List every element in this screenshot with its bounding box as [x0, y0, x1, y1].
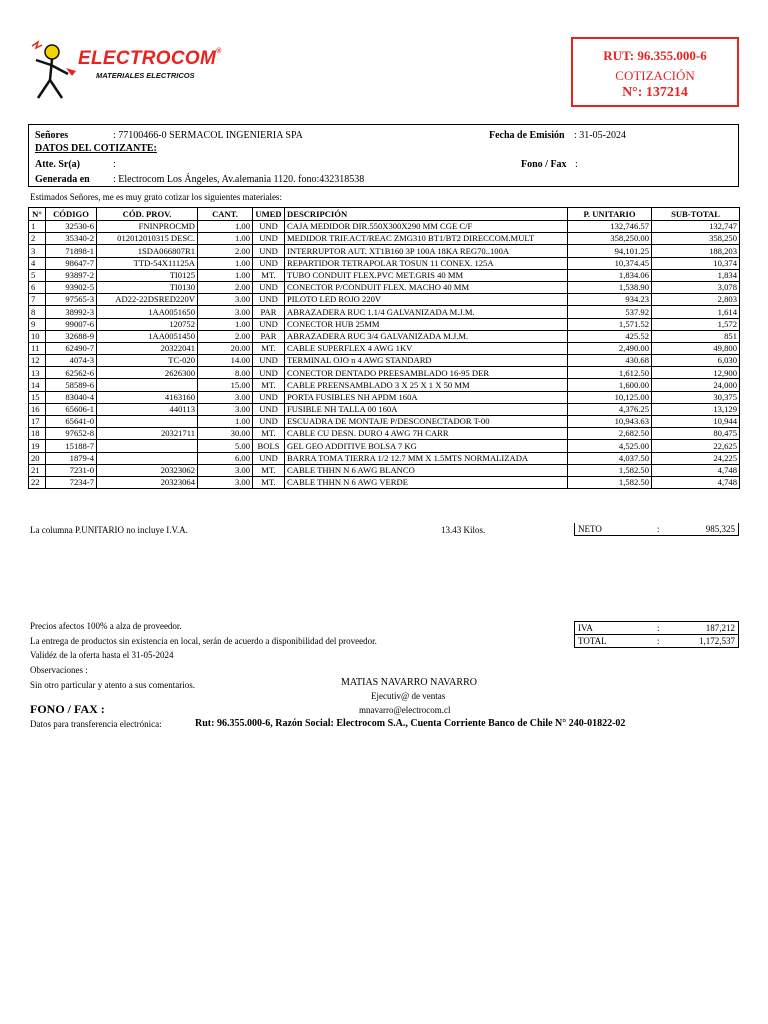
cell-item-number: 12 [29, 355, 46, 367]
cell-subtotal: 12,900 [652, 367, 740, 379]
cell-unit-price: 1,571.52 [568, 318, 652, 330]
cell-item-number: 19 [29, 440, 46, 452]
cell-item-number: 11 [29, 342, 46, 354]
fono-value: : [575, 159, 578, 170]
table-row [29, 416, 740, 428]
atte-label: Atte. Sr(a) [35, 159, 80, 170]
cell-item-number: 8 [29, 306, 46, 318]
cell-supplier-code: 20322041 [97, 342, 198, 354]
table-row [29, 318, 740, 330]
header-subtotal: SUB-TOTAL [652, 208, 740, 221]
cell-item-number: 9 [29, 318, 46, 330]
header-unit-price: P. UNITARIO [568, 208, 652, 221]
cell-subtotal: 132,747 [652, 221, 740, 233]
iva-value: 187,212 [705, 623, 735, 633]
cell-item-number: 2 [29, 233, 46, 245]
cell-subtotal: 3,078 [652, 281, 740, 293]
cell-supplier-code: 2626300 [97, 367, 198, 379]
cell-item-code: 97652-8 [46, 428, 97, 440]
cell-supplier-code: 20323062 [97, 464, 198, 476]
cell-description: MEDIDOR TRIF.ACT/REAC ZMG310 BT1/BT2 DIRECCOM.MULT [285, 233, 568, 245]
cell-item-code: 71898-1 [46, 245, 97, 257]
header-item-number: N° [29, 208, 46, 221]
cell-unit-price: 1,582.50 [568, 464, 652, 476]
cell-description: ESCUADRA DE MONTAJE P/DESCONECTADOR T-00 [285, 416, 568, 428]
cell-supplier-code: TI0125 [97, 269, 198, 281]
note-price: Precios afectos 100% a alza de proveedor. [30, 621, 182, 631]
cell-quantity: 1.00 [198, 257, 253, 269]
total-label: TOTAL [578, 636, 607, 646]
cell-quantity: 2.00 [198, 281, 253, 293]
cell-supplier-code: 4163160 [97, 391, 198, 403]
cell-supplier-code: TC-020 [97, 355, 198, 367]
cell-supplier-code [97, 379, 198, 391]
fono-fax-label: FONO / FAX : [30, 702, 105, 716]
cell-quantity: 3.00 [198, 464, 253, 476]
cell-unit-price: 1,612.50 [568, 367, 652, 379]
cell-description: INTERRUPTOR AUT. XT1B160 3P 100A 18KA REG70..100A [285, 245, 568, 257]
cell-unit-price: 94,101.25 [568, 245, 652, 257]
table-row [29, 245, 740, 257]
generada-label: Generada en [35, 174, 90, 185]
cell-item-number: 10 [29, 330, 46, 342]
cell-description: CAJA MEDIDOR DIR.550X300X290 MM CGE C/F [285, 221, 568, 233]
cell-unit: MT. [253, 379, 285, 391]
cell-subtotal: 24,000 [652, 379, 740, 391]
iva-label: IVA [578, 623, 593, 633]
cell-subtotal: 4,748 [652, 476, 740, 488]
cell-item-code: 15188-7 [46, 440, 97, 452]
cell-subtotal: 1,834 [652, 269, 740, 281]
table-row [29, 452, 740, 464]
seller-role: Ejecutiv@ de ventas [371, 691, 446, 701]
cell-subtotal: 6,030 [652, 355, 740, 367]
cell-unit: MT. [253, 269, 285, 281]
cell-item-code: 93902-5 [46, 281, 97, 293]
client-info-box [28, 124, 739, 187]
header-supplier-code: CÓD. PROV. [97, 208, 198, 221]
cell-unit-price: 4,376.25 [568, 403, 652, 415]
cell-unit: UND [253, 403, 285, 415]
cell-unit-price: 1,538.90 [568, 281, 652, 293]
table-row [29, 403, 740, 415]
cell-subtotal: 13,129 [652, 403, 740, 415]
cell-item-number: 20 [29, 452, 46, 464]
cell-unit: UND [253, 221, 285, 233]
cell-description: CONECTOR P/CONDUIT FLEX. MACHO 40 MM [285, 281, 568, 293]
cell-description: GEL GEO ADDITIVE BOLSA 7 KG [285, 440, 568, 452]
cell-description: ABRAZADERA RUC 1.1/4 GALVANIZADA M.J.M. [285, 306, 568, 318]
brand-subtitle: MATERIALES ELECTRICOS [96, 71, 195, 80]
neto-separator: : [657, 524, 660, 534]
cell-subtotal: 2,803 [652, 294, 740, 306]
table-row [29, 233, 740, 245]
quote-number: N°: 137214 [622, 85, 688, 100]
cell-subtotal: 22,625 [652, 440, 740, 452]
cell-description: CONECTOR DENTADO PREESAMBLADO 16-95 DER [285, 367, 568, 379]
iva-note: La columna P.UNITARIO no incluye I.V.A. [30, 525, 188, 535]
cell-subtotal: 80,475 [652, 428, 740, 440]
cell-unit-price: 425.52 [568, 330, 652, 342]
table-row [29, 330, 740, 342]
intro-text: Estimados Señores, me es muy grato cotizar los siguientes materiales: [30, 192, 282, 202]
cell-unit-price: 2,490.00 [568, 342, 652, 354]
cell-description: CABLE THHN N 6 AWG VERDE [285, 476, 568, 488]
table-row [29, 464, 740, 476]
cell-supplier-code: TTD-54X11125A [97, 257, 198, 269]
cell-unit: BOLS [253, 440, 285, 452]
cell-item-number: 22 [29, 476, 46, 488]
cell-item-code: 32530-6 [46, 221, 97, 233]
cell-quantity: 3.00 [198, 294, 253, 306]
header-unit: UMED [253, 208, 285, 221]
atte-value: : [113, 159, 116, 170]
cell-unit: MT. [253, 464, 285, 476]
cell-supplier-code: 1AA0051450 [97, 330, 198, 342]
datos-cotizante-label: DATOS DEL COTIZANTE: [35, 143, 157, 154]
cell-description: FUSIBLE NH TALLA 00 160A [285, 403, 568, 415]
cell-quantity: 5.00 [198, 440, 253, 452]
cell-description: CABLE SUPERFLEX 4 AWG 1KV [285, 342, 568, 354]
cell-item-code: 99007-6 [46, 318, 97, 330]
cell-unit-price: 10,125.00 [568, 391, 652, 403]
cell-quantity: 3.00 [198, 476, 253, 488]
table-row [29, 379, 740, 391]
iva-separator: : [657, 623, 660, 633]
transfer-label: Datos para transferencia electrónica: [30, 719, 162, 729]
cell-unit-price: 10,943.63 [568, 416, 652, 428]
cell-description: REPARTIDOR TETRAPOLAR TOSUN 11 CONEX. 125A [285, 257, 568, 269]
electrician-mascot-icon [28, 38, 78, 110]
cell-quantity: 6.00 [198, 452, 253, 464]
rut-number: RUT: 96.355.000-6 [603, 48, 707, 63]
cell-item-code: 7234-7 [46, 476, 97, 488]
cell-item-number: 7 [29, 294, 46, 306]
table-row [29, 367, 740, 379]
cell-description: ABRAZADERA RUC 3/4 GALVANIZADA M.J.M. [285, 330, 568, 342]
seller-name: MATIAS NAVARRO NAVARRO [341, 677, 477, 688]
cell-unit: PAR [253, 306, 285, 318]
cell-item-code: 62562-6 [46, 367, 97, 379]
total-weight: 13.43 Kilos. [441, 525, 486, 535]
cell-supplier-code [97, 416, 198, 428]
cell-unit: PAR [253, 330, 285, 342]
cell-quantity: 1.00 [198, 233, 253, 245]
cell-item-code: 93897-2 [46, 269, 97, 281]
cell-subtotal: 30,375 [652, 391, 740, 403]
totals-box [574, 621, 739, 648]
cell-quantity: 1.00 [198, 269, 253, 281]
cell-supplier-code: TI0130 [97, 281, 198, 293]
cell-item-code: 58589-6 [46, 379, 97, 391]
table-row [29, 281, 740, 293]
table-row [29, 306, 740, 318]
cell-item-code: 7231-0 [46, 464, 97, 476]
cell-item-code: 97565-3 [46, 294, 97, 306]
fono-label: Fono / Fax [521, 159, 567, 170]
cell-supplier-code: FNINPROCMD [97, 221, 198, 233]
note-validity: Validéz de la oferta hasta el 31-05-2024 [30, 650, 174, 660]
cell-item-number: 1 [29, 221, 46, 233]
table-row [29, 342, 740, 354]
cell-unit-price: 4,037.50 [568, 452, 652, 464]
cell-item-code: 35340-2 [46, 233, 97, 245]
cell-unit: UND [253, 281, 285, 293]
cell-unit: UND [253, 294, 285, 306]
cell-quantity: 30.00 [198, 428, 253, 440]
totals-divider [575, 634, 738, 635]
cell-supplier-code [97, 440, 198, 452]
cell-quantity: 2.00 [198, 245, 253, 257]
cell-unit: MT. [253, 428, 285, 440]
cell-unit-price: 1,600.00 [568, 379, 652, 391]
cell-subtotal: 10,944 [652, 416, 740, 428]
cell-description: CABLE THHN N 6 AWG BLANCO [285, 464, 568, 476]
cell-unit-price: 934.23 [568, 294, 652, 306]
items-table [28, 207, 740, 489]
cell-subtotal: 851 [652, 330, 740, 342]
cell-supplier-code: AD22-22DSRED220V [97, 294, 198, 306]
cell-item-code: 83040-4 [46, 391, 97, 403]
cell-quantity: 3.00 [198, 403, 253, 415]
cell-subtotal: 4,748 [652, 464, 740, 476]
cell-item-code: 65606-1 [46, 403, 97, 415]
cell-unit-price: 430.68 [568, 355, 652, 367]
cell-item-number: 4 [29, 257, 46, 269]
cell-unit-price: 1,834.06 [568, 269, 652, 281]
cell-item-number: 5 [29, 269, 46, 281]
company-logo [28, 38, 222, 110]
table-header-row [29, 208, 740, 221]
cell-subtotal: 358,250 [652, 233, 740, 245]
cell-subtotal: 49,800 [652, 342, 740, 354]
cell-quantity: 2.00 [198, 330, 253, 342]
neto-value: 985,325 [705, 524, 735, 534]
cell-supplier-code: 1SDA066807R1 [97, 245, 198, 257]
cell-unit-price: 358,250.00 [568, 233, 652, 245]
cell-unit: UND [253, 452, 285, 464]
seller-email[interactable]: mnavarro@electrocom.cl [359, 705, 451, 715]
cell-unit: UND [253, 318, 285, 330]
table-row [29, 440, 740, 452]
cell-description: CONECTOR HUB 25MM [285, 318, 568, 330]
cell-item-code: 32688-9 [46, 330, 97, 342]
cell-unit-price: 10,374.45 [568, 257, 652, 269]
cell-unit: MT. [253, 342, 285, 354]
senores-label: Señores [35, 130, 69, 141]
cell-item-code: 62490-7 [46, 342, 97, 354]
cell-unit: MT. [253, 476, 285, 488]
cell-item-number: 15 [29, 391, 46, 403]
transfer-details: Rut: 96.355.000-6, Razón Social: Electrocom S.A., Cuenta Corriente Banco de Chile N° 240-01822-02 [195, 718, 626, 729]
cell-item-number: 18 [29, 428, 46, 440]
cell-item-code: 98647-7 [46, 257, 97, 269]
rut-box [571, 37, 739, 107]
cell-item-number: 21 [29, 464, 46, 476]
cell-supplier-code: 20321711 [97, 428, 198, 440]
cell-description: BARRA TOMA TIERRA 1/2 12.7 MM X 1.5MTS NORMALIZADA [285, 452, 568, 464]
note-delivery: La entrega de productos sin existencia en local, serán de acuerdo a disponibilidad del proveedor. [30, 636, 377, 646]
cell-unit-price: 2,682.50 [568, 428, 652, 440]
table-row [29, 294, 740, 306]
brand-name: ELECTROCOM® [78, 48, 222, 69]
cell-quantity: 14.00 [198, 355, 253, 367]
cell-unit: UND [253, 367, 285, 379]
cell-subtotal: 24,225 [652, 452, 740, 464]
cell-description: CABLE CU DESN. DURO 4 AWG 7H CARR [285, 428, 568, 440]
cell-description: PORTA FUSIBLES NH APDM 160A [285, 391, 568, 403]
table-row [29, 391, 740, 403]
cell-item-number: 3 [29, 245, 46, 257]
cell-unit: UND [253, 233, 285, 245]
cell-unit: UND [253, 391, 285, 403]
cell-subtotal: 1,614 [652, 306, 740, 318]
cell-subtotal: 1,572 [652, 318, 740, 330]
cell-supplier-code: 012012010315 DESC. [97, 233, 198, 245]
cell-supplier-code [97, 452, 198, 464]
cell-unit: UND [253, 416, 285, 428]
table-row [29, 221, 740, 233]
header-item-code: CÓDIGO [46, 208, 97, 221]
table-row [29, 355, 740, 367]
cell-description: TUBO CONDUIT FLEX.PVC MET.GRIS 40 MM [285, 269, 568, 281]
cell-unit-price: 132,746.57 [568, 221, 652, 233]
cell-description: TERMINAL OJO n 4 AWG STANDARD [285, 355, 568, 367]
cell-item-number: 17 [29, 416, 46, 428]
cell-unit-price: 1,582.50 [568, 476, 652, 488]
cell-quantity: 1.00 [198, 416, 253, 428]
total-value: 1,172,537 [699, 636, 735, 646]
table-row [29, 269, 740, 281]
cell-supplier-code: 440113 [97, 403, 198, 415]
cell-supplier-code: 1AA0051650 [97, 306, 198, 318]
cell-unit-price: 537.92 [568, 306, 652, 318]
table-row [29, 257, 740, 269]
cell-subtotal: 10,374 [652, 257, 740, 269]
cell-subtotal: 188,203 [652, 245, 740, 257]
cell-supplier-code: 20323064 [97, 476, 198, 488]
cell-unit-price: 4,525.00 [568, 440, 652, 452]
generada-value: : Electrocom Los Ángeles, Av.alemania 1120. fono:432318538 [113, 174, 365, 185]
cell-description: CABLE PREENSAMBLADO 3 X 25 X 1 X 50 MM [285, 379, 568, 391]
total-separator: : [657, 636, 660, 646]
cell-quantity: 1.00 [198, 221, 253, 233]
cell-item-code: 1879-4 [46, 452, 97, 464]
cell-quantity: 3.00 [198, 391, 253, 403]
cell-unit: UND [253, 355, 285, 367]
header-quantity: CANT. [198, 208, 253, 221]
observaciones-label: Observaciones : [30, 665, 88, 675]
cell-quantity: 1.00 [198, 318, 253, 330]
cell-unit: UND [253, 245, 285, 257]
cell-quantity: 15.00 [198, 379, 253, 391]
cell-item-number: 6 [29, 281, 46, 293]
cell-item-code: 65641-0 [46, 416, 97, 428]
cell-item-number: 13 [29, 367, 46, 379]
senores-value: : 77100466-0 SERMACOL INGENIERIA SPA [113, 130, 303, 141]
cell-supplier-code: 120752 [97, 318, 198, 330]
cell-item-number: 16 [29, 403, 46, 415]
cell-item-code: 38992-3 [46, 306, 97, 318]
fecha-label: Fecha de Emisión [489, 130, 565, 141]
cell-quantity: 8.00 [198, 367, 253, 379]
cell-item-number: 14 [29, 379, 46, 391]
fecha-value: : 31-05-2024 [574, 130, 626, 141]
cell-description: PILOTO LED ROJO 220V [285, 294, 568, 306]
neto-box [574, 523, 739, 536]
document-type: COTIZACIÓN [615, 68, 695, 83]
cell-quantity: 3.00 [198, 306, 253, 318]
neto-label: NETO [578, 524, 602, 534]
cell-quantity: 20.00 [198, 342, 253, 354]
cell-item-code: 4074-3 [46, 355, 97, 367]
table-row [29, 476, 740, 488]
table-row [29, 428, 740, 440]
cell-unit: UND [253, 257, 285, 269]
closing-text: Sin otro particular y atento a sus comentarios. [30, 680, 195, 690]
header-description: DESCRIPCIÓN [285, 208, 568, 221]
